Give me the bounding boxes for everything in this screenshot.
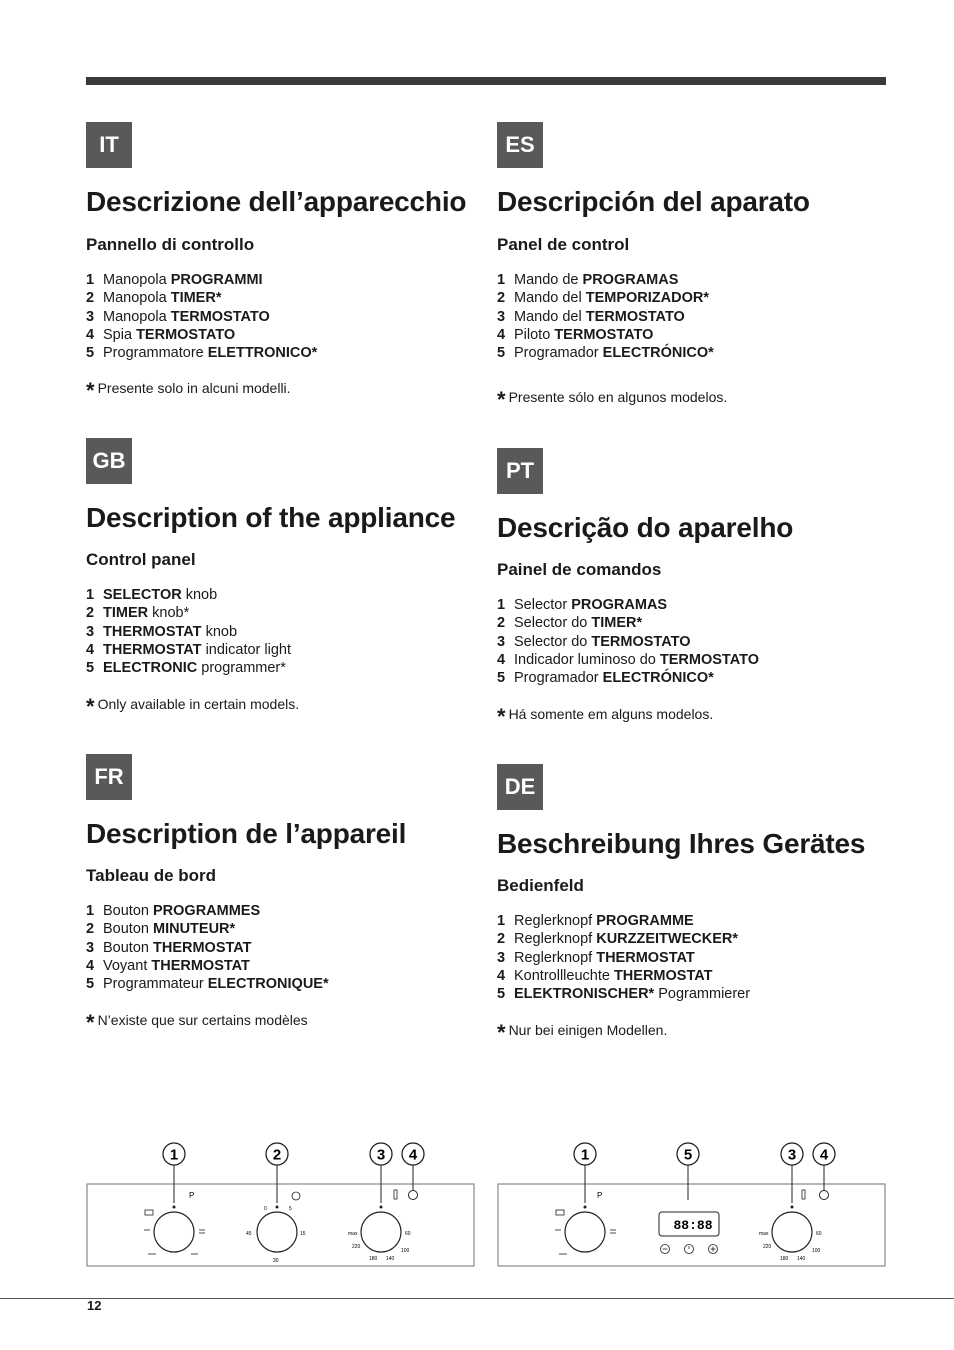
- section-subtitle: Panel de control: [497, 235, 630, 254]
- svg-text:1: 1: [580, 1146, 590, 1164]
- item-list: [497, 912, 750, 1003]
- callout-3: [370, 1143, 392, 1203]
- list-item: 1 Reglerknopf PROGRAMME: [497, 913, 694, 929]
- item-list: [86, 902, 329, 993]
- section-es: [497, 122, 897, 412]
- section-it: [86, 122, 486, 403]
- list-item: 4 THERMOSTAT indicator light: [86, 641, 292, 658]
- svg-text:15: 15: [300, 1231, 306, 1237]
- callout-1: [574, 1143, 596, 1203]
- svg-text:180: 180: [780, 1256, 789, 1262]
- item-list: [86, 271, 317, 362]
- list-item: 3 Manopola TERMOSTATO: [86, 308, 270, 325]
- item-list: [497, 271, 714, 362]
- list-item: 2 Reglerknopf KURZZEITWECKER*: [497, 931, 738, 948]
- callout-4: [402, 1143, 424, 1190]
- section-subtitle: Pannello di controllo: [86, 235, 255, 254]
- list-item: 4 Indicador luminoso do TERMOSTATO: [497, 651, 759, 668]
- section-title: Description de l’appareil: [86, 818, 407, 849]
- section-title: Descrição do aparelho: [497, 512, 794, 543]
- item-list: [497, 596, 759, 687]
- footnote: * Only available in certain models.: [86, 694, 300, 719]
- list-item: 5 Programador ELECTRÓNICO*: [497, 670, 714, 687]
- list-item: 4 Kontrollleuchte THERMOSTAT: [497, 967, 713, 984]
- footnote: * Presente sólo en algunos modelos.: [497, 387, 728, 412]
- svg-text:140: 140: [797, 1256, 806, 1262]
- lang-badge-gb: GB: [86, 438, 132, 484]
- section-title: Description of the appliance: [86, 502, 456, 533]
- svg-text:140: 140: [386, 1256, 395, 1262]
- svg-text:1: 1: [169, 1146, 179, 1164]
- section-subtitle: Control panel: [86, 550, 196, 569]
- callout-4: [813, 1143, 835, 1190]
- top-rule: [86, 77, 886, 85]
- thermostat-indicator-light: [409, 1191, 418, 1200]
- callout-5: [677, 1143, 699, 1200]
- timer-knob: [246, 1192, 306, 1264]
- footnote: * Há somente em alguns modelos.: [497, 704, 714, 729]
- svg-text:3: 3: [376, 1146, 386, 1164]
- lang-badge-fr: FR: [86, 754, 132, 800]
- lang-badge-pt: PT: [497, 448, 543, 494]
- list-item: 1 Manopola PROGRAMMI: [86, 272, 263, 288]
- bottom-rule: [0, 1298, 954, 1299]
- thermostat-indicator-light: [820, 1191, 829, 1200]
- svg-text:60: 60: [816, 1231, 822, 1237]
- thermostat-knob: [348, 1190, 411, 1262]
- item-list: [86, 586, 291, 677]
- list-item: 5 ELECTRONIC programmer*: [86, 660, 286, 677]
- list-item: 4 Piloto TERMOSTATO: [497, 326, 654, 343]
- section-subtitle: Bedienfeld: [497, 876, 584, 895]
- svg-text:2: 2: [272, 1146, 282, 1164]
- list-item: 3 THERMOSTAT knob: [86, 623, 238, 640]
- callout-1: [163, 1143, 185, 1203]
- section-gb: [86, 438, 486, 719]
- section-pt: [497, 448, 897, 729]
- svg-text:5: 5: [289, 1206, 292, 1212]
- section-subtitle: Painel de comandos: [497, 560, 662, 579]
- list-item: 1 Bouton PROGRAMMES: [86, 903, 261, 919]
- svg-text:30: 30: [273, 1258, 279, 1264]
- section-title: Descripción del aparato: [497, 186, 810, 217]
- svg-text:88:88: 88:88: [673, 1218, 713, 1233]
- list-item: 3 Mando del TERMOSTATO: [497, 308, 685, 325]
- svg-text:5: 5: [683, 1146, 693, 1164]
- list-item: 3 Bouton THERMOSTAT: [86, 939, 252, 956]
- callout-2: [266, 1143, 288, 1203]
- control-panel-diagram-left: [86, 1140, 476, 1270]
- svg-text:P: P: [597, 1191, 603, 1200]
- svg-text:P: P: [189, 1191, 195, 1200]
- footnote: * N’existe que sur certains modèles: [86, 1010, 308, 1035]
- lang-badge-es: ES: [497, 122, 543, 168]
- list-item: 2 Mando del TEMPORIZADOR*: [497, 290, 709, 307]
- svg-text:180: 180: [369, 1256, 378, 1262]
- svg-text:220: 220: [763, 1244, 772, 1250]
- svg-text:60: 60: [405, 1231, 411, 1237]
- list-item: 5 ELEKTRONISCHER* Pogrammierer: [497, 986, 751, 1003]
- thermostat-knob: [759, 1190, 822, 1262]
- svg-text:4: 4: [819, 1146, 829, 1164]
- svg-text:100: 100: [812, 1248, 821, 1254]
- section-fr: [86, 754, 486, 1035]
- list-item: 5 Programmatore ELETTRONICO*: [86, 345, 318, 362]
- electronic-programmer: [659, 1212, 719, 1254]
- callout-3: [781, 1143, 803, 1203]
- list-item: 4 Voyant THERMOSTAT: [86, 957, 250, 974]
- lang-badge-it: IT: [86, 122, 132, 168]
- list-item: 2 Bouton MINUTEUR*: [86, 921, 236, 938]
- section-title: Descrizione dell’apparecchio: [86, 186, 467, 217]
- list-item: 3 Reglerknopf THERMOSTAT: [497, 949, 695, 966]
- svg-text:max: max: [348, 1231, 358, 1237]
- svg-text:3: 3: [787, 1146, 797, 1164]
- page-number: 12: [87, 1298, 102, 1313]
- lang-badge-de: DE: [497, 764, 543, 810]
- section-subtitle: Tableau de bord: [86, 866, 217, 885]
- svg-text:4: 4: [408, 1146, 418, 1164]
- list-item: 2 TIMER knob*: [86, 605, 190, 622]
- section-title: Beschreibung Ihres Gerätes: [497, 828, 866, 859]
- svg-text:220: 220: [352, 1244, 361, 1250]
- list-item: 5 Programador ELECTRÓNICO*: [497, 345, 714, 362]
- list-item: 3 Selector do TERMOSTATO: [497, 633, 691, 650]
- footnote: * Presente solo in alcuni modelli.: [86, 378, 291, 403]
- section-de: [497, 764, 897, 1045]
- list-item: 5 Programmateur ELECTRONIQUE*: [86, 976, 329, 993]
- control-panel-diagram-right: [497, 1140, 887, 1270]
- footnote: * Nur bei einigen Modellen.: [497, 1020, 668, 1045]
- svg-text:0: 0: [264, 1206, 267, 1212]
- svg-text:100: 100: [401, 1248, 410, 1254]
- list-item: 2 Manopola TIMER*: [86, 290, 222, 307]
- svg-text:45: 45: [246, 1231, 252, 1237]
- list-item: 2 Selector do TIMER*: [497, 615, 643, 632]
- list-item: 1 SELECTOR knob: [86, 587, 218, 603]
- list-item: 4 Spia TERMOSTATO: [86, 326, 236, 343]
- list-item: 1 Mando de PROGRAMAS: [497, 272, 679, 288]
- svg-text:max: max: [759, 1231, 769, 1237]
- list-item: 1 Selector PROGRAMAS: [497, 597, 668, 613]
